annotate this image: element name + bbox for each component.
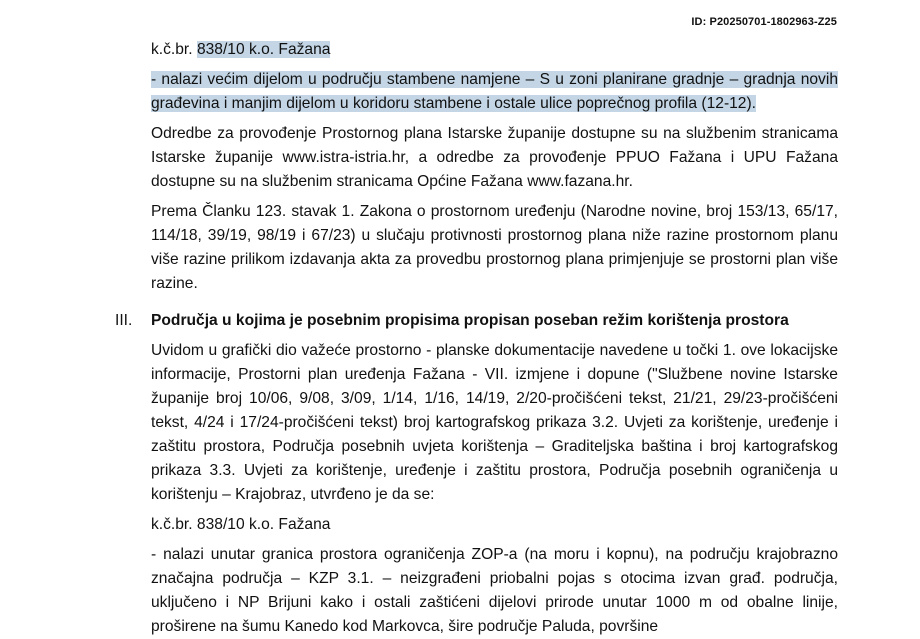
restriction-paragraph: - nalazi unutar granica prostora ograničenja ZOP-a (na moru i kopnu), na području krajobrazno značajna područja – KZP 3.1. – neizgrađeni priobalni pojas s otocima izvan građ. područja, uključeno i NP Brijuni kako i ostali zaštićeni dijelovi prirode unutar 1000 m od obalne linije, proširene na šumu Kanedo kod Markovca, šire područje Paluda, površine	[151, 546, 838, 635]
section-cadastral-parcel: k.č.br. 838/10 k.o. Fažana	[151, 516, 331, 533]
provisions-paragraph: Odredbe za provođenje Prostornog plana Istarske županije dostupne su na službenim stranicama Istarske županije www.istra-istria.hr, a odredbe za provođenje PPUO Fažana i UPU Fažana dostupne su na službenim stranicama Općine Fažana www.fazana.hr.	[151, 125, 838, 190]
document-body	[115, 38, 838, 639]
highlighted-cadastral-parcel[interactable]: 838/10 k.o. Fažana	[196, 41, 331, 58]
zone-paragraph	[151, 68, 838, 116]
law-paragraph: Prema Članku 123. stavak 1. Zakona o prostornom uređenju (Narodne novine, broj 153/13, 65/17, 114/18, 39/19, 98/19 i 67/23) u slučaju protivnosti prostornog plana niže razine prostornom planu više razine prilikom izdavanja akta za provedbu prostornog plana primjenjuje se prostorni plan više razine.	[151, 203, 838, 292]
section-iii	[115, 309, 838, 639]
cadastral-parcel-line	[151, 38, 838, 62]
section-number: III.	[115, 312, 133, 329]
cadastral-prefix: k.č.br.	[151, 41, 197, 58]
section-title: Područja u kojima je posebnim propisima propisan poseban režim korištenja prostora	[151, 312, 789, 329]
section-intro-paragraph: Uvidom u grafički dio važeće prostorno - planske dokumentacije navedene u točki 1. ove lokacijske informacije, Prostorni plan uređenja Fažana - VII. izmjene i dopune ("Službene novine Istarske županije broj 10/06, 9/08, 3/09, 1/14, 1/16, 14/19, 2/20-pročišćeni tekst, 21/21, 29/23-pročišćeni tekst, 4/24 i 17/24-pročišćeni tekst) broj kartografskog prikaza 3.2. Uvjeti za korištenje, uređenje i zaštitu prostora, Područja posebnih uvjeta korištenja – Graditeljska baština i broj kartografskog prikaza 3.3. Uvjeti za korištenje, uređenje i zaštitu prostora, Područja posebnih ograničenja u korištenju – Krajobraz, utvrđeno je da se:	[151, 342, 838, 503]
highlighted-zone-text[interactable]: - nalazi većim dijelom u području stambene namjene – S u zoni planirane gradnje – gradnja novih građevina i manjim dijelom u koridoru stambene i ostale ulice poprečnog profila (12-12).	[151, 71, 838, 112]
document-id: ID: P20250701-1802963-Z25	[691, 16, 837, 28]
